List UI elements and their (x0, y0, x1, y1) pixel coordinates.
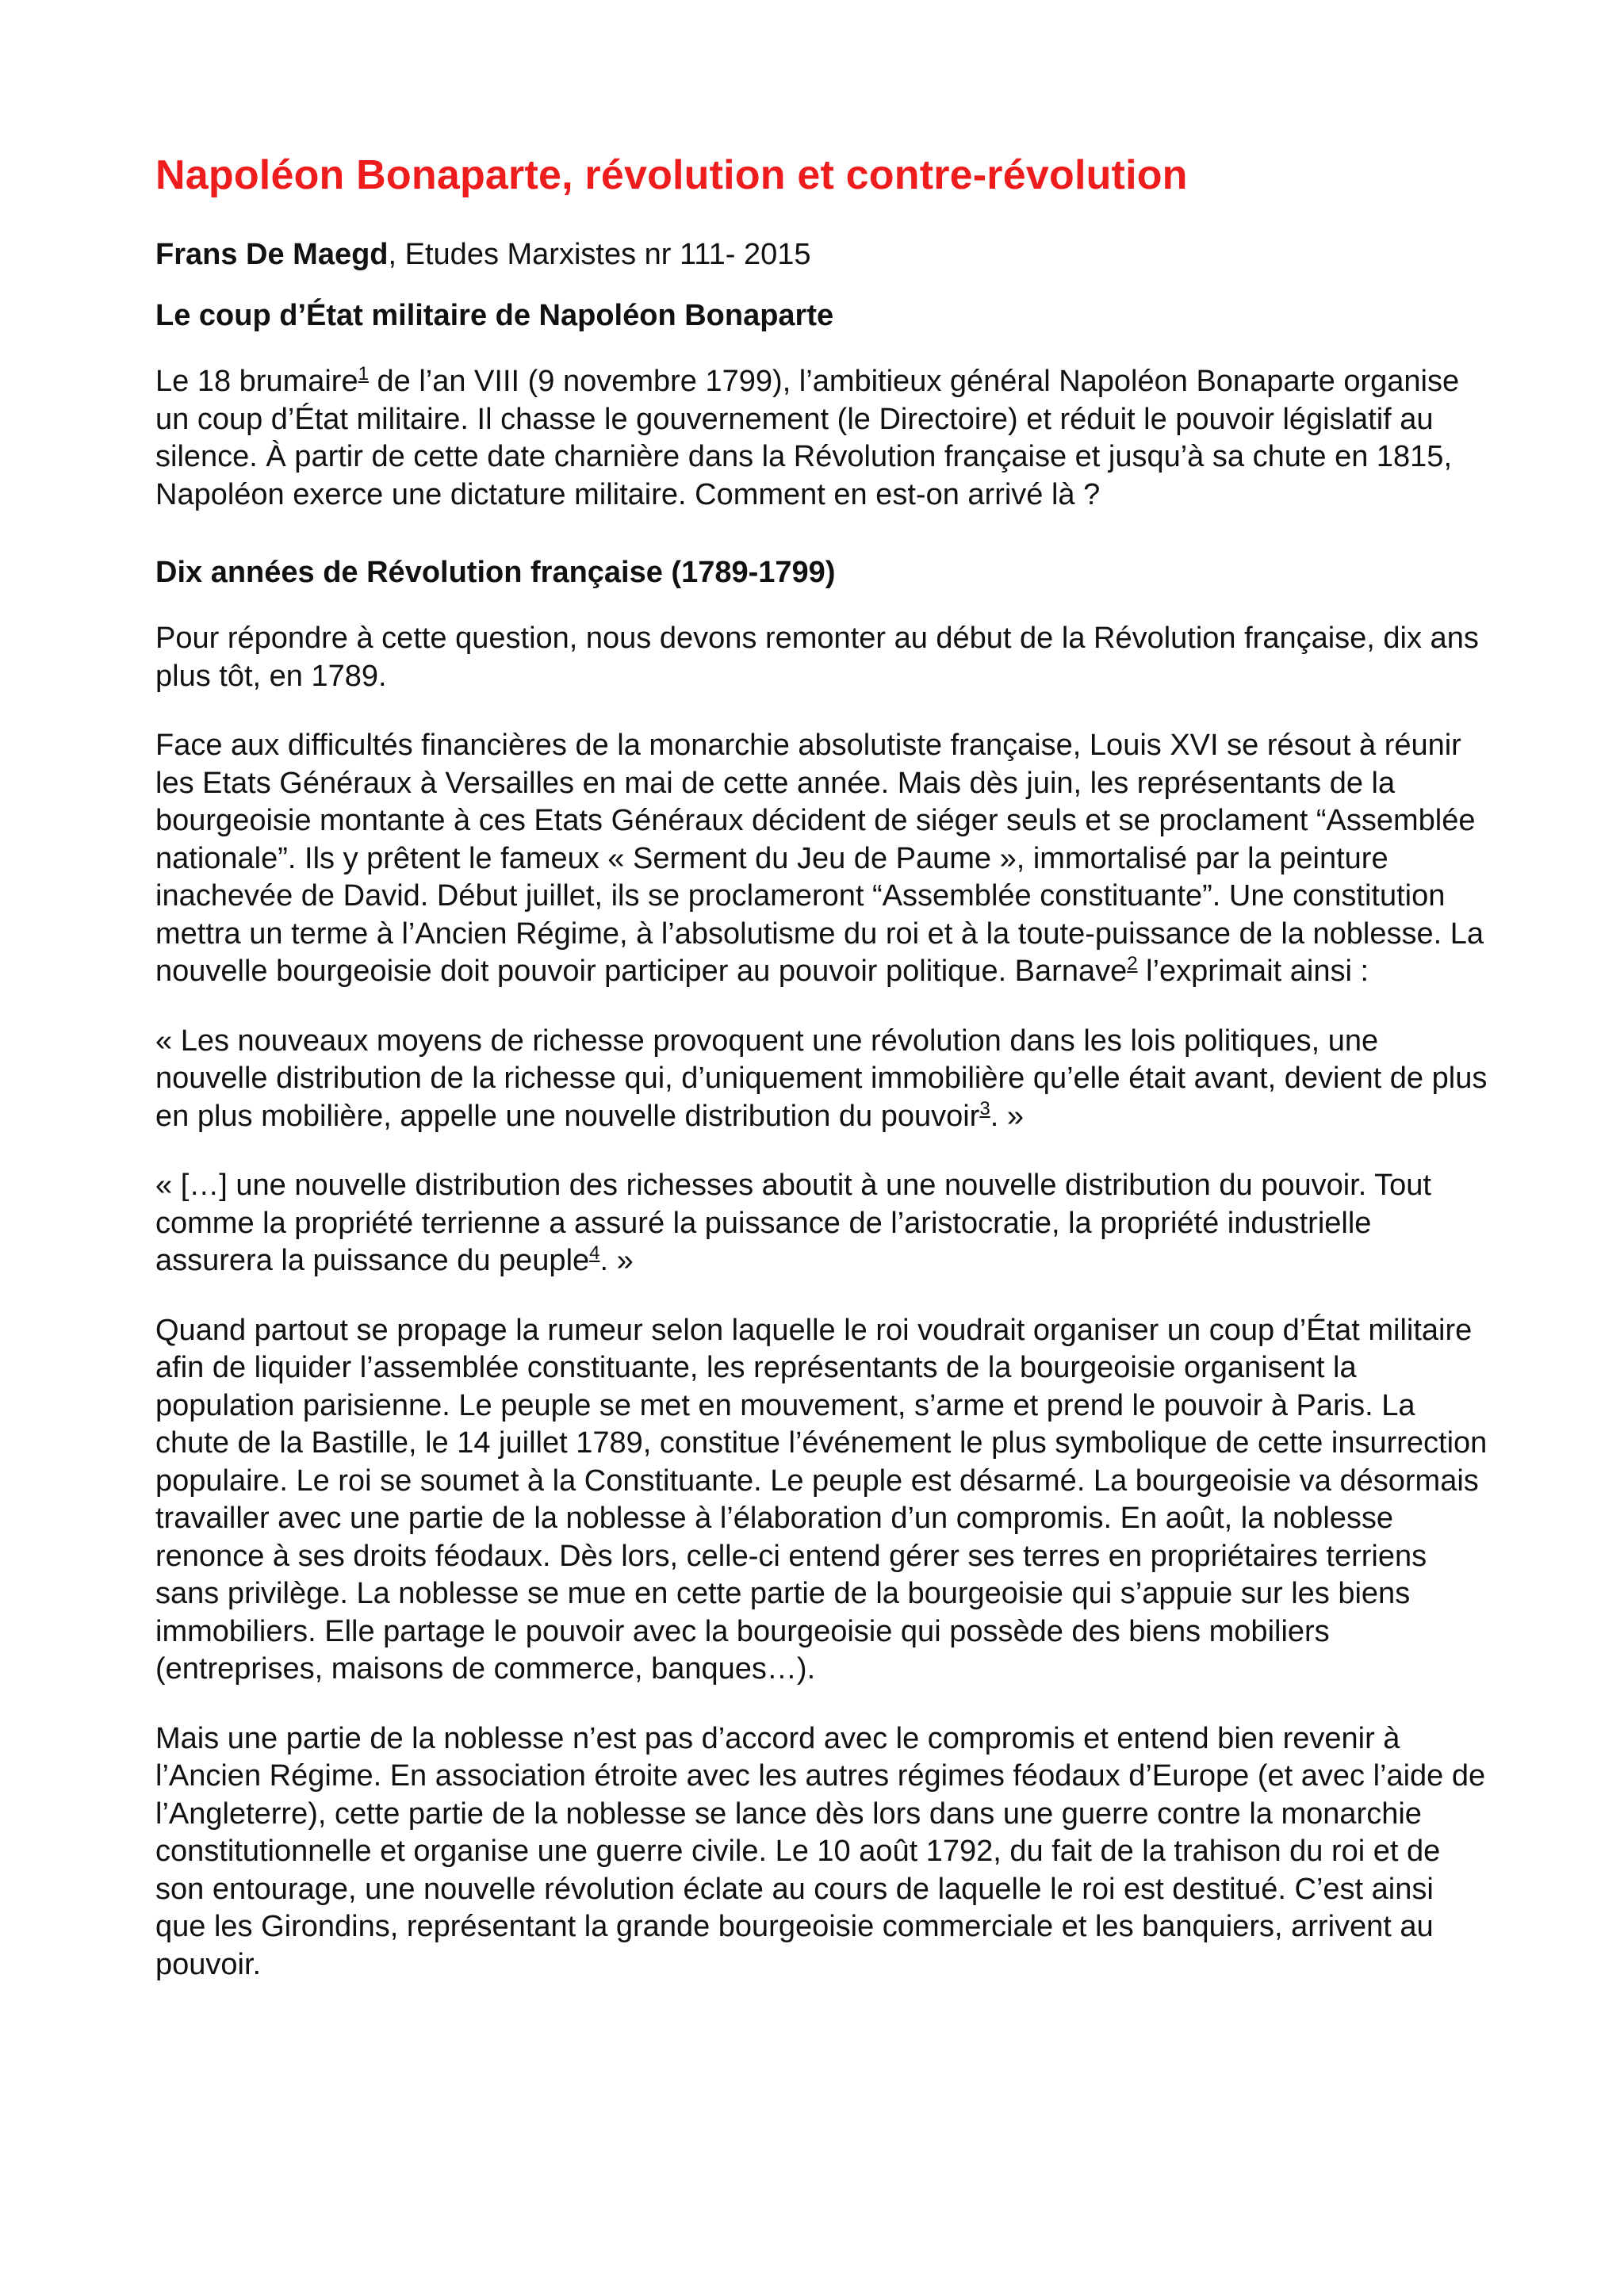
quote-2-text-a: « […] une nouvelle distribution des richesses aboutit à une nouvelle distribution du pouvoir. Tout comme la propriété terrienne a assuré la puissance de l’aristocratie, la propriété industrielle assurera la puissance du peuple (155, 1169, 1431, 1277)
paragraph-3 (155, 727, 1488, 991)
quote-paragraph-1 (155, 1023, 1488, 1136)
paragraph-7: Mais une partie de la noblesse n’est pas d’accord avec le compromis et entend bien revenir à l’Ancien Régime. En association étroite avec les autres régimes féodaux d’Europe (et avec l’aide de l’Angleterre), cette partie de la noblesse se lance dès lors dans une guerre contre la monarchie constitutionnelle et organise une guerre civile. Le 10 août 1792, du fait de la trahison du roi et de son entourage, une nouvelle révolution éclate au cours de laquelle le roi est destitué. C’est ainsi que les Girondins, représentant la grande bourgeoisie commerciale et les banquiers, arrivent au pouvoir. (155, 1721, 1486, 1981)
byline (155, 235, 1488, 274)
footnote-ref-1[interactable]: 1 (358, 363, 369, 385)
footnote-ref-4[interactable]: 4 (589, 1242, 600, 1264)
quote-1-text-a: « Les nouveaux moyens de richesse provoquent une révolution dans les lois politiques, une nouvelle distribution de la richesse qui, d’uniquement immobilière qu’elle était avant, devient de plus en plus mobilière, appelle une nouvelle distribution du pouvoir (155, 1024, 1488, 1133)
section-heading-revolution: Dix années de Révolution française (1789-1799) (155, 556, 836, 589)
quote-paragraph-2 (155, 1167, 1488, 1280)
paragraph-1-text-b: de l’an VIII (9 novembre 1799), l’ambitieux général Napoléon Bonaparte organise un coup d’État militaire. Il chasse le gouvernement (le Directoire) et réduit le pouvoir législatif au silence. À partir de cette date charnière dans la Révolution française et jusqu’à sa chute en 1815, Napoléon exerce une dictature militaire. Comment en est-on arrivé là ? (155, 365, 1460, 511)
author-name: Frans De Maegd (155, 238, 389, 271)
footnote-ref-3[interactable]: 3 (979, 1097, 990, 1119)
paragraph-3-text-a: Face aux difficultés financières de la monarchie absolutiste française, Louis XVI se résout à réunir les Etats Généraux à Versailles en mai de cette année. Mais dès juin, les représentants de la bourgeoisie montante à ces Etats Généraux décident de siéger seuls et se proclament “Assemblée nationale”. Ils y prêtent le fameux « Serment du Jeu de Paume », immortalisé par la peinture inachevée de David. Début juillet, ils se proclameront “Assemblée constituante”. Une constitution mettra un terme à l’Ancien Régime, à l’absolutisme du roi et à la toute-puissance de la noblesse. La nouvelle bourgeoisie doit pouvoir participer au pouvoir politique. Barnave (155, 729, 1484, 988)
article-title: Napoléon Bonaparte, révolution et contre-révolution (155, 152, 1188, 198)
paragraph-3-text-b: l’exprimait ainsi : (1137, 955, 1369, 988)
paragraph-1-text-a: Le 18 brumaire (155, 365, 358, 398)
paragraph-2: Pour répondre à cette question, nous devons remonter au début de la Révolution française, dix ans plus tôt, en 1789. (155, 622, 1479, 693)
source-citation: , Etudes Marxistes nr 111- 2015 (388, 238, 811, 271)
footnote-ref-2[interactable]: 2 (1127, 953, 1138, 974)
quote-2-text-b: . » (599, 1244, 634, 1277)
document-page (155, 151, 1488, 2015)
quote-1-text-b: . » (990, 1099, 1024, 1133)
paragraph-6: Quand partout se propage la rumeur selon laquelle le roi voudrait organiser un coup d’État militaire afin de liquider l’assemblée constituante, les représentants de la bourgeoisie organisent la population parisienne. Le peuple se met en mouvement, s’arme et prend le pouvoir à Paris. La chute de la Bastille, le 14 juillet 1789, constitue l’événement le plus symbolique de cette insurrection populaire. Le roi se soumet à la Constituante. Le peuple est désarmé. La bourgeoisie va désormais travailler avec une partie de la noblesse à l’élaboration d’un compromis. En août, la noblesse renonce à ses droits féodaux. Dès lors, celle-ci entend gérer ses terres en propriétaires terriens sans privilège. La noblesse se mue en cette partie de la bourgeoisie qui s’appuie sur les biens immobiliers. Elle partage le pouvoir avec la bourgeoisie qui possède des biens mobiliers (entreprises, maisons de commerce, banques…). (155, 1313, 1488, 1686)
section-heading-coup: Le coup d’État militaire de Napoléon Bonaparte (155, 299, 834, 332)
paragraph-1 (155, 363, 1488, 514)
